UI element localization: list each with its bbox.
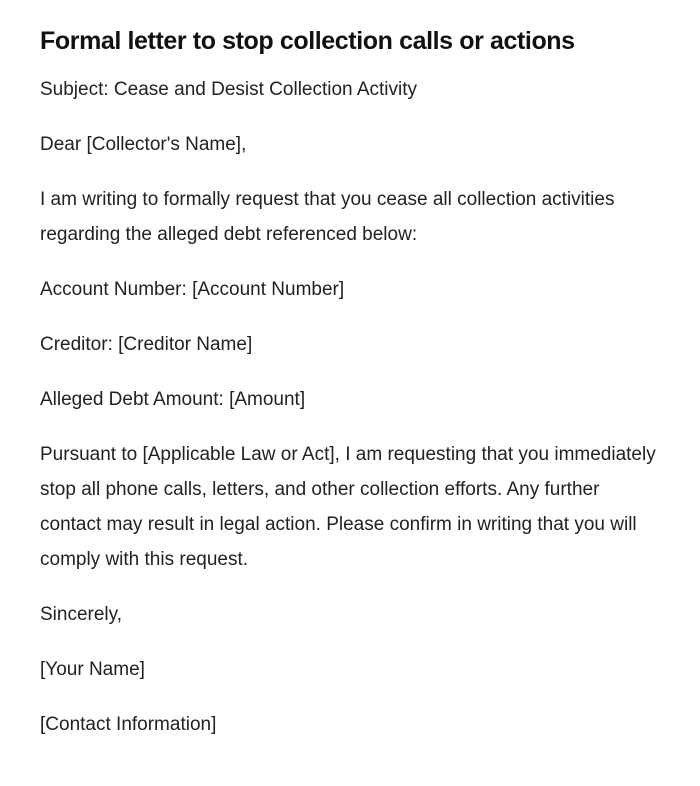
debt-amount-line: Alleged Debt Amount: [Amount] — [40, 389, 306, 410]
page-title: Formal letter to stop collection calls or actions — [40, 27, 575, 55]
creditor-line: Creditor: [Creditor Name] — [40, 334, 253, 355]
intro-paragraph: I am writing to formally request that you cease all collection activities regarding the alleged debt referenced below: — [40, 189, 615, 245]
subject-line: Subject: Cease and Desist Collection Activity — [40, 79, 418, 100]
signature-name: [Your Name] — [40, 659, 145, 680]
closing: Sincerely, — [40, 604, 123, 625]
body-paragraph: Pursuant to [Applicable Law or Act], I am requesting that you immediately stop all phone calls, letters, and other collection efforts. Any further contact may result in legal action. Please confirm in writing that you will comply with this request. — [40, 444, 656, 570]
contact-information: [Contact Information] — [40, 714, 217, 735]
account-number-line: Account Number: [Account Number] — [40, 279, 345, 300]
salutation: Dear [Collector's Name], — [40, 134, 247, 155]
